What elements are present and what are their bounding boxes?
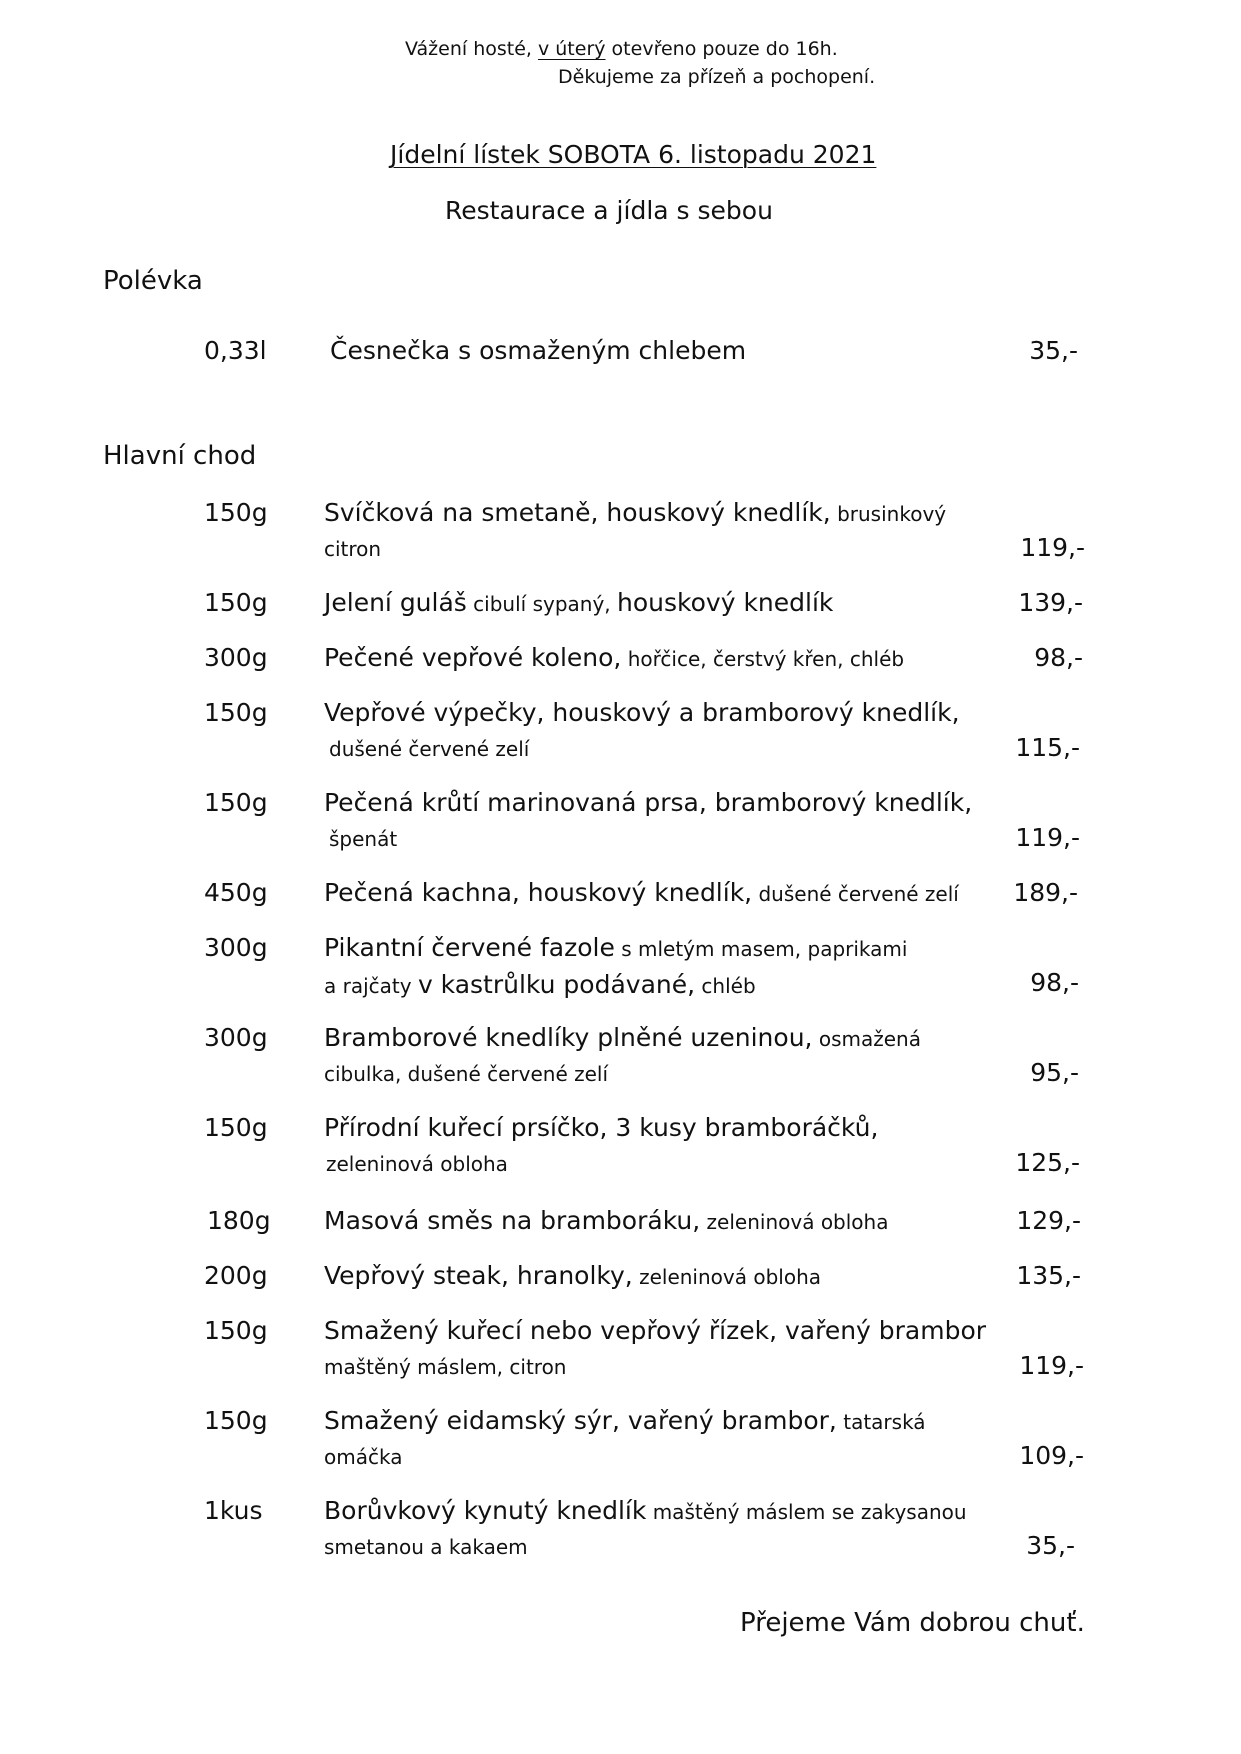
- item-price: 129,-: [1016, 1206, 1081, 1235]
- item-name-main: Pečená kachna, houskový knedlík,: [324, 878, 753, 907]
- item-name: [324, 698, 960, 727]
- item-detail: špenát: [329, 827, 398, 851]
- item-name-main: Pikantní červené fazole: [324, 933, 615, 962]
- item-name: [324, 1206, 888, 1235]
- item-price: 109,-: [1019, 1441, 1084, 1470]
- item-price: 98,-: [1034, 643, 1083, 672]
- item-portion: 200g: [204, 1261, 268, 1290]
- item-price: 135,-: [1016, 1261, 1081, 1290]
- item-name-main: Svíčková na smetaně, houskový knedlík,: [324, 498, 831, 527]
- item-name: [324, 788, 972, 817]
- item-detail-text: a rajčaty: [324, 974, 418, 998]
- item-name: [324, 498, 946, 527]
- item-detail-text: chléb: [695, 974, 756, 998]
- item-name: [324, 643, 904, 672]
- item-name: [324, 878, 959, 907]
- notice-line-1: [405, 38, 838, 60]
- item-price: 95,-: [1030, 1058, 1079, 1087]
- item-name-extra: tatarská: [836, 1410, 926, 1434]
- item-price: 119,-: [1020, 533, 1085, 562]
- soup-portion: 0,33l: [204, 336, 267, 365]
- item-portion: 150g: [204, 1113, 268, 1142]
- item-name-main: Pečená krůtí marinovaná prsa, bramborový knedlík,: [324, 788, 973, 817]
- item-portion: 300g: [204, 1023, 268, 1052]
- notice-text: Vážení hosté,: [405, 38, 538, 60]
- item-name-extra: zeleninová obloha: [700, 1210, 889, 1234]
- item-detail: omáčka: [324, 1445, 403, 1469]
- item-portion: 450g: [204, 878, 268, 907]
- item-name-extra: cibulí sypaný,: [466, 592, 618, 616]
- item-name-main: Borůvkový kynutý knedlík: [324, 1496, 647, 1525]
- item-name-main: Smažený eidamský sýr, vařený brambor,: [324, 1406, 837, 1435]
- item-price: 119,-: [1015, 823, 1080, 852]
- item-portion: 300g: [204, 643, 268, 672]
- item-price: 35,-: [1026, 1531, 1075, 1560]
- item-portion: 150g: [204, 788, 268, 817]
- item-name: [324, 1316, 986, 1345]
- item-name-extra: hořčice, čerstvý křen, chléb: [621, 647, 905, 671]
- menu-subtitle: Restaurace a jídla s sebou: [445, 196, 773, 225]
- item-name-extra: brusinkový: [830, 502, 947, 526]
- item-portion: 180g: [207, 1206, 271, 1235]
- item-name-main: Jelení guláš: [324, 588, 467, 617]
- item-name-main: Smažený kuřecí nebo vepřový řízek, vařený brambor: [324, 1316, 987, 1345]
- item-portion: 1kus: [204, 1496, 263, 1525]
- notice-underlined-day: v úterý: [537, 38, 606, 60]
- item-portion: 150g: [204, 698, 268, 727]
- item-price: 189,-: [1013, 878, 1078, 907]
- item-portion: 150g: [204, 498, 268, 527]
- item-detail: zeleninová obloha: [326, 1152, 508, 1176]
- item-portion: 300g: [204, 933, 268, 962]
- item-name-main: Masová směs na bramboráku,: [324, 1206, 701, 1235]
- item-name-main: houskový knedlík: [617, 588, 834, 617]
- item-price: 125,-: [1015, 1148, 1080, 1177]
- item-detail: smetanou a kakaem: [324, 1535, 528, 1559]
- item-name-main: Přírodní kuřecí prsíčko, 3 kusy bramboráčků,: [324, 1113, 879, 1142]
- notice-text: otevřeno pouze do 16h.: [605, 38, 838, 60]
- section-heading-main: Hlavní chod: [103, 441, 257, 471]
- notice-line-2: Děkujeme za přízeň a pochopení.: [558, 66, 876, 88]
- item-detail: [324, 970, 756, 999]
- item-portion: 150g: [204, 588, 268, 617]
- item-name-extra: maštěný máslem se zakysanou: [646, 1500, 967, 1524]
- item-portion: 150g: [204, 1406, 268, 1435]
- item-price: 98,-: [1030, 968, 1079, 997]
- item-detail: dušené červené zelí: [329, 737, 530, 761]
- item-name-main: Bramborové knedlíky plněné uzeninou,: [324, 1023, 813, 1052]
- menu-title: Jídelní lístek SOBOTA 6. listopadu 2021: [390, 140, 877, 169]
- item-name-extra: osmažená: [812, 1027, 921, 1051]
- item-name-main: Pečené vepřové koleno,: [324, 643, 622, 672]
- item-name-main: Vepřový steak, hranolky,: [324, 1261, 633, 1290]
- item-detail: citron: [324, 537, 382, 561]
- soup-price: 35,-: [1029, 336, 1078, 365]
- item-name: [324, 1496, 967, 1525]
- item-name-main: Vepřové výpečky, houskový a bramborový knedlík,: [324, 698, 960, 727]
- item-name: [324, 1406, 926, 1435]
- item-price: 115,-: [1015, 733, 1080, 762]
- item-name: [324, 1023, 921, 1052]
- item-detail: maštěný máslem, citron: [324, 1355, 567, 1379]
- item-detail: cibulka, dušené červené zelí: [324, 1062, 609, 1086]
- closing-text: Přejeme Vám dobrou chuť.: [740, 1608, 1085, 1638]
- item-name-extra: dušené červené zelí: [752, 882, 959, 906]
- item-price: 119,-: [1019, 1351, 1084, 1380]
- item-price: 139,-: [1018, 588, 1083, 617]
- item-name: [324, 1113, 878, 1142]
- item-name: [324, 1261, 821, 1290]
- item-name: [324, 588, 833, 617]
- item-name-extra: s mletým masem, paprikami: [614, 937, 908, 961]
- soup-name: Česnečka s osmaženým chlebem: [330, 336, 747, 365]
- item-name: [324, 933, 907, 962]
- item-detail-emphasis: v kastrůlku podávané,: [417, 970, 696, 999]
- item-name-extra: zeleninová obloha: [632, 1265, 822, 1289]
- item-portion: 150g: [204, 1316, 268, 1345]
- section-heading-soup: Polévka: [103, 266, 203, 296]
